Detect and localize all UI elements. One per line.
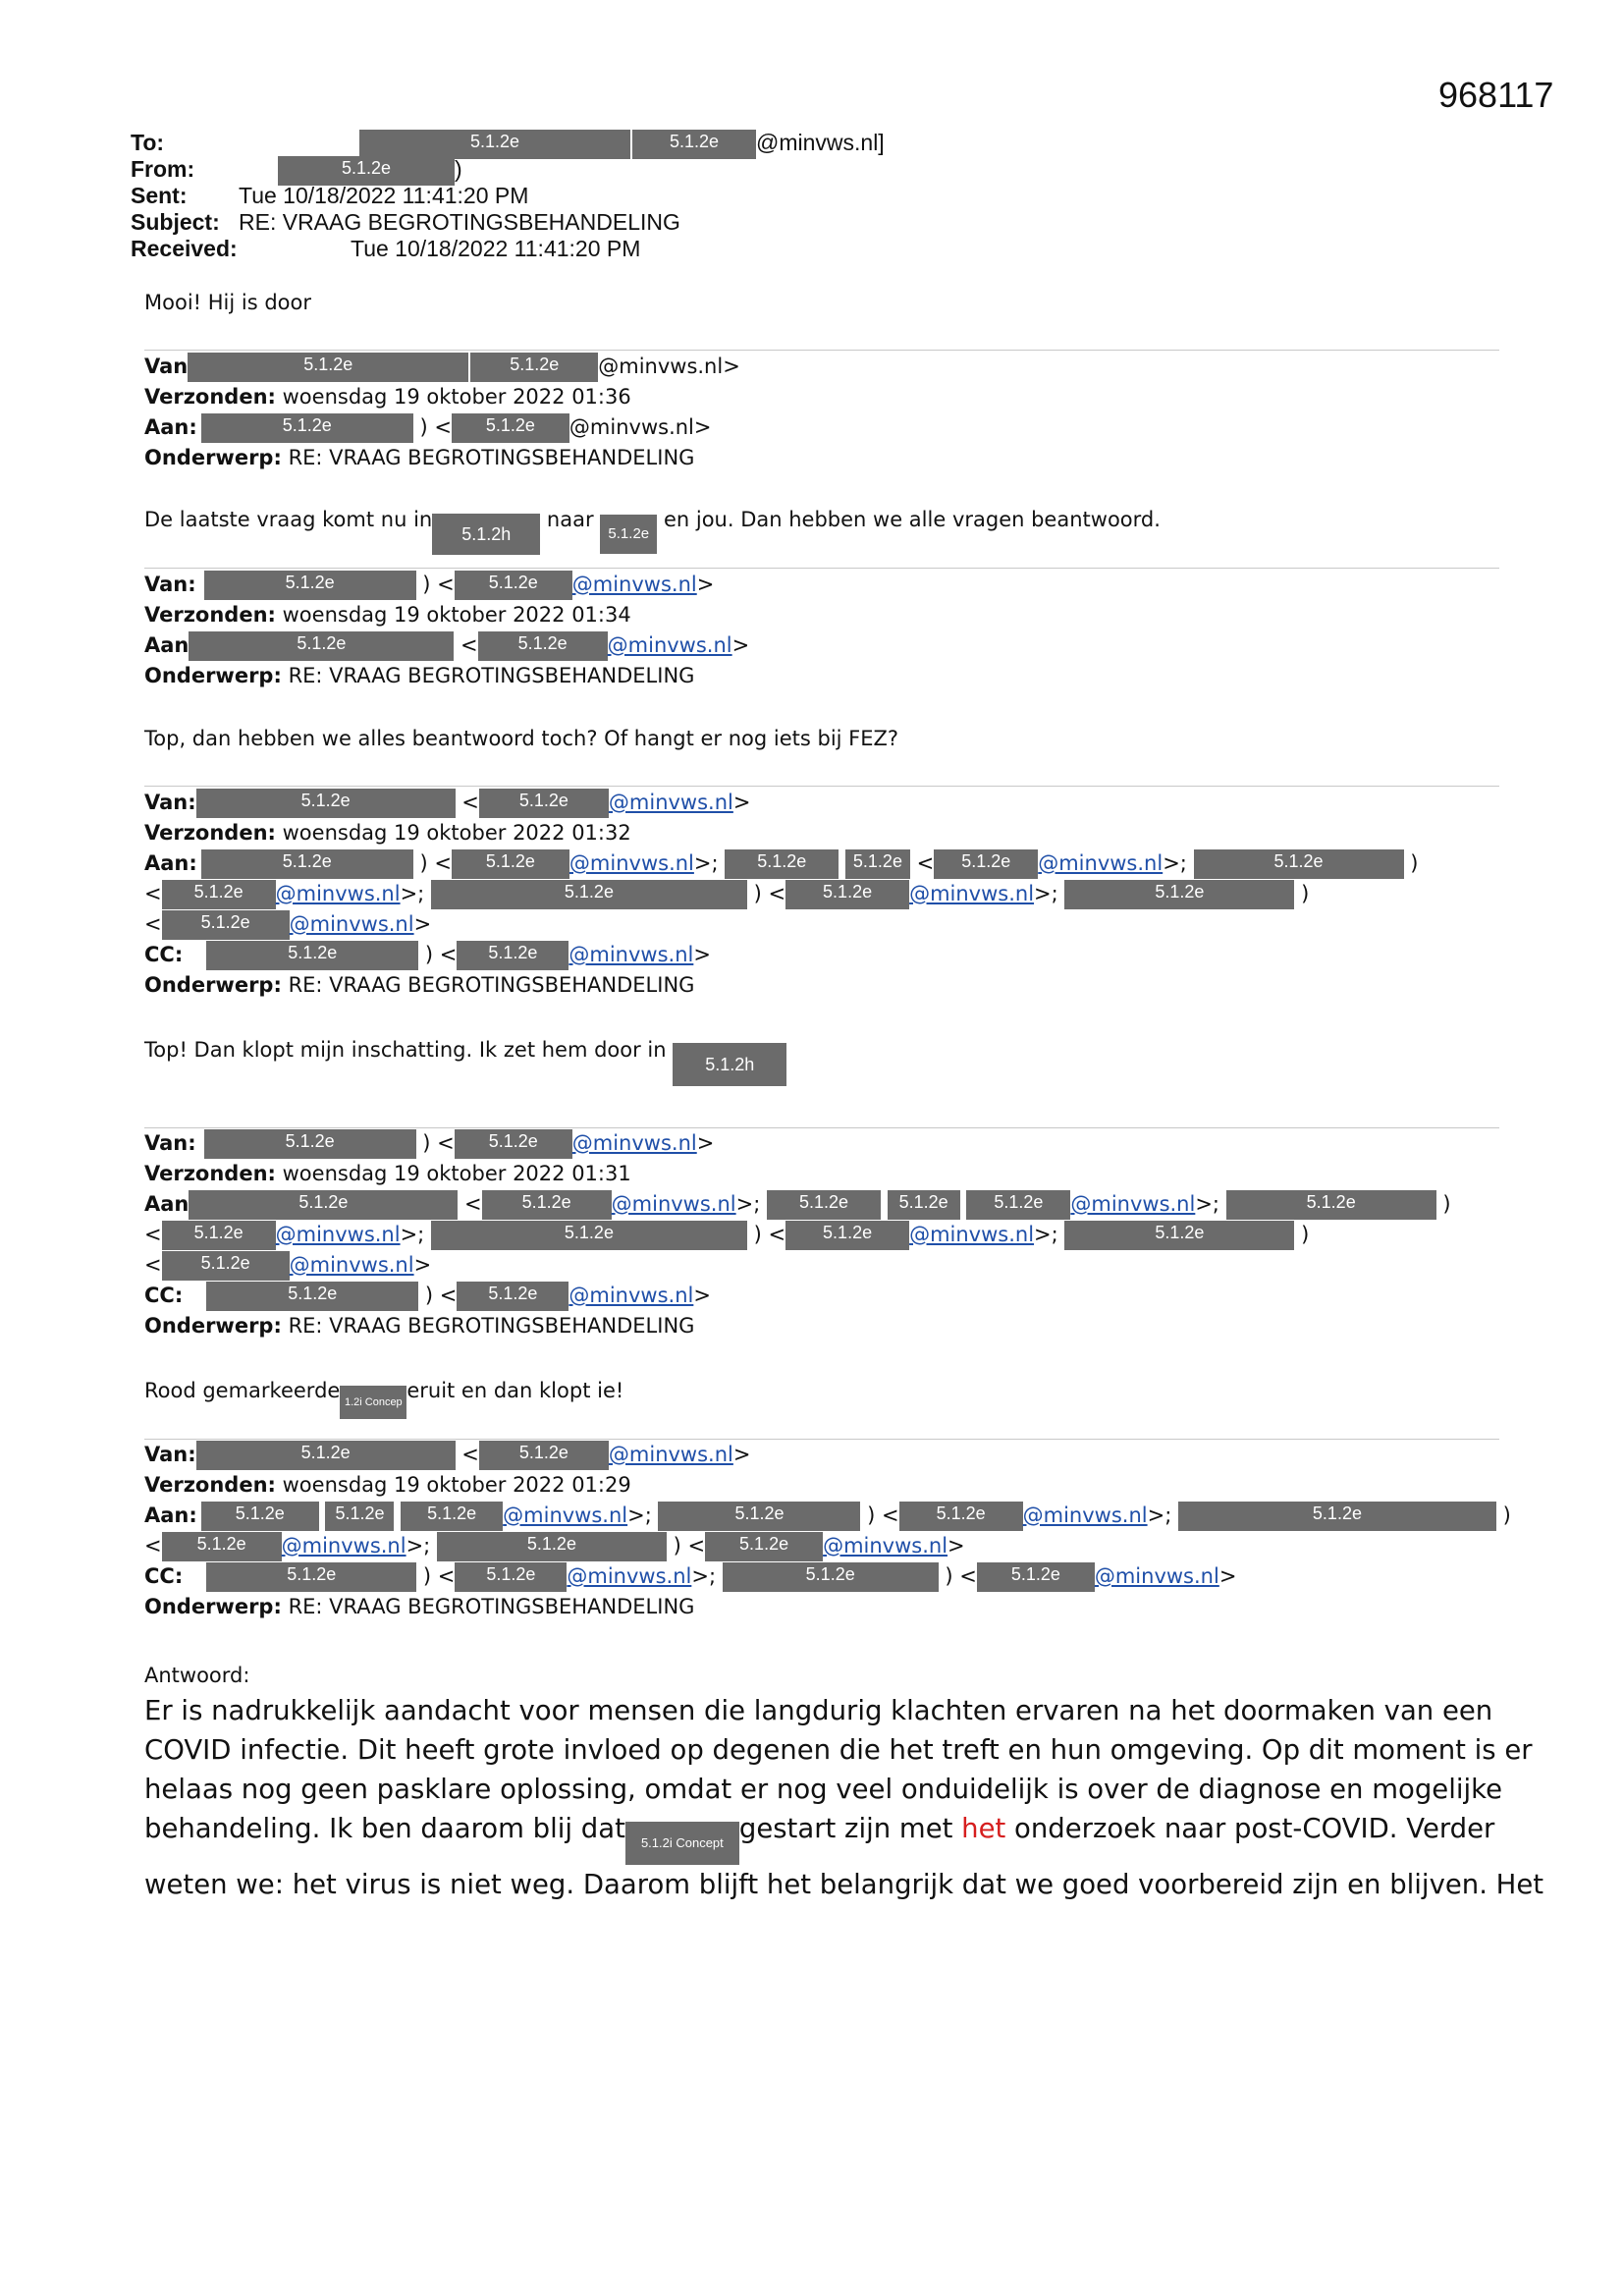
redaction: 5.1.2e [455, 1129, 572, 1159]
onderwerp-label: Onderwerp: [144, 1595, 282, 1618]
answer-line [144, 1809, 1509, 1865]
redaction: 5.1.2e [162, 1532, 282, 1561]
subject-value: RE: VRAAG BEGROTINGSBEHANDELING [288, 1314, 695, 1338]
redaction: 5.1.2e [431, 1221, 747, 1250]
redaction: 5.1.2e [705, 1532, 823, 1561]
message-header: Van 5.1.2e 5.1.2e @minvws.nl> Verzonden: woensdag 19 oktober 2022 01:36 Aan: 5.1.2e ) < 5.1.2e @minvws.nl> Onderwerp: RE: VRAAG BEGROTINGSBEHANDELING [144, 355, 740, 469]
message-body: Top, dan hebben we alles beantwoord toch? Of hangt er nog iets bij FEZ? [144, 727, 899, 750]
sent-date: woensdag 19 oktober 2022 01:29 [282, 1473, 631, 1497]
received-value: Tue 10/18/2022 11:41:20 PM [351, 236, 641, 261]
redaction: 5.1.2e [479, 1441, 609, 1470]
redaction: 5.1.2e [431, 880, 747, 909]
message-body [144, 1038, 786, 1086]
redaction: 5.1.2e [162, 910, 290, 940]
redaction: 5.1.2e [206, 1562, 416, 1592]
verzonden-label: Verzonden: [144, 1162, 276, 1185]
redaction: 5.1.2e [785, 880, 909, 909]
email-link[interactable]: @minvws.nl [289, 912, 414, 936]
email-link[interactable]: @minvws.nl [909, 882, 1035, 905]
van-label: Van: [144, 791, 196, 814]
from-label: From: [131, 156, 195, 183]
aan-label: Aan [144, 633, 189, 657]
redaction: 5.1.2e [278, 156, 455, 186]
email-link[interactable]: @minvws.nl [571, 1131, 697, 1155]
redaction: 5.1.2e [201, 849, 413, 879]
redaction: 5.1.2e [437, 1532, 667, 1561]
onderwerp-label: Onderwerp: [144, 1314, 282, 1338]
redaction: 5.1.2e [725, 849, 839, 879]
cc-label: CC: [144, 1284, 184, 1307]
answer-line: weten we: het virus is niet weg. Daarom blijft het belangrijk dat we goed voorbereid zijn en blijven. Het [144, 1869, 1544, 1900]
email-link[interactable]: @minvws.nl [608, 1443, 733, 1466]
redaction: 5.1.2e [162, 1221, 276, 1250]
redaction: 5.1.2e [632, 130, 756, 159]
redaction: 5.1.2e [189, 631, 454, 661]
separator [144, 786, 1499, 787]
redaction: 5.1.2e [359, 130, 630, 159]
answer-line: helaas nog geen pasklare oplossing, omdat er nog veel onduidelijk is over de diagnose en mogelijke [144, 1774, 1503, 1805]
header-subject [131, 209, 885, 236]
redaction: 5.1.2e [658, 1502, 860, 1531]
redaction: 5.1.2e [201, 1502, 319, 1531]
redaction: 5.1.2e [600, 515, 657, 554]
message-body: Mooi! Hij is door [144, 291, 311, 314]
redaction: 5.1.2e [457, 941, 568, 970]
email-link[interactable]: @minvws.nl [611, 1192, 736, 1216]
email-link[interactable]: @minvws.nl [823, 1534, 948, 1558]
van-label: Van [144, 355, 189, 378]
sent-label: Sent: [131, 183, 188, 208]
email-link[interactable]: @minvws.nl [608, 791, 733, 814]
redaction: 5.1.2e [1178, 1502, 1496, 1531]
aan-label: Aan: [144, 415, 197, 439]
redaction: 5.1.2e [888, 1190, 960, 1220]
subject-value: RE: VRAAG BEGROTINGSBEHANDELING [288, 446, 695, 469]
body-text: Rood gemarkeerde [144, 1379, 341, 1402]
message-body [144, 508, 1161, 555]
header-from [131, 156, 885, 183]
email-link[interactable]: @minvws.nl [281, 1534, 406, 1558]
header-received [131, 236, 885, 262]
highlighted-word: het [961, 1813, 1006, 1844]
message-header: Van: 5.1.2e < 5.1.2e @minvws.nl> Verzonden: woensdag 19 oktober 2022 01:32 Aan: 5.1.2e ) < 5.1.2e @minvws.nl>; 5.1.2e 5.1.2e < 5.1.2e @minvws.nl>; 5.1.2e ) < 5.1.2e @minvws.nl>; 5.1.2e ) < 5.1.2e @minvws.nl>; 5.1.2e ) < 5.1.2e @minvws.nl> CC: 5.1.2e ) < 5.1.2e @minvws.nl> Onderwerp: RE: VRAAG BEGROTINGSBEHANDELING [144, 791, 1419, 997]
redaction: 5.1.2e [977, 1562, 1095, 1592]
answer-text-part: gestart zijn met [738, 1813, 953, 1844]
separator [144, 350, 1499, 351]
redaction: 5.1.2e [189, 1190, 458, 1220]
to-label: To: [131, 130, 165, 156]
verzonden-label: Verzonden: [144, 385, 276, 409]
redaction: 5.1.2e [934, 849, 1038, 879]
redaction: 5.1.2e [845, 849, 910, 879]
redaction: 5.1.2e [162, 880, 276, 909]
van-label: Van: [144, 1443, 196, 1466]
aan-label: Aan: [144, 1503, 197, 1527]
redaction: 5.1.2e [204, 1129, 416, 1159]
onderwerp-label: Onderwerp: [144, 664, 282, 687]
to-domain: @minvws.nl] [756, 130, 885, 156]
subject-value: RE: VRAAG BEGROTINGSBEHANDELING [288, 973, 695, 997]
email-link[interactable]: @minvws.nl [289, 1253, 414, 1277]
redaction: 5.1.2i Concept [625, 1822, 739, 1865]
body-text: eruit en dan klopt ie! [406, 1379, 624, 1402]
redaction: 5.1.2e [723, 1562, 939, 1592]
email-link[interactable]: @minvws.nl [909, 1223, 1035, 1246]
cc-label: CC: [144, 943, 184, 966]
redaction: 5.1.2e [206, 941, 418, 970]
received-label: Received: [131, 236, 238, 261]
email-link[interactable]: @minvws.nl [1094, 1564, 1219, 1588]
redaction: 5.1.2e [1064, 880, 1294, 909]
redaction: 5.1.2e [452, 413, 569, 443]
header-sent [131, 183, 885, 209]
redaction: 5.1.2e [899, 1502, 1023, 1531]
van-label: Van: [144, 573, 196, 596]
redaction: 5.1.2e [325, 1502, 394, 1531]
answer-line: Er is nadrukkelijk aandacht voor mensen die langdurig klachten ervaren na het doormaken van een [144, 1695, 1493, 1726]
document-id: 968117 [1438, 75, 1554, 115]
redaction: 5.1.2e [478, 631, 608, 661]
verzonden-label: Verzonden: [144, 821, 276, 845]
email-link[interactable]: @minvws.nl [275, 882, 401, 905]
van-label: Van: [144, 1131, 196, 1155]
body-text: De laatste vraag komt nu in [144, 508, 433, 531]
cc-label: CC: [144, 1564, 184, 1588]
email-header [131, 130, 885, 262]
redaction: 5.1.2e [455, 1562, 567, 1592]
redaction: 5.1.2e [401, 1502, 503, 1531]
body-text: en jou. Dan hebben we alle vragen beantwoord. [663, 508, 1161, 531]
redaction: 5.1.2e [482, 1190, 612, 1220]
verzonden-label: Verzonden: [144, 603, 276, 627]
email-link[interactable]: @minvws.nl [1038, 851, 1164, 875]
email-link[interactable]: @minvws.nl [503, 1503, 628, 1527]
answer-text-part: behandeling. Ik ben daarom blij dat [144, 1813, 625, 1844]
email-link[interactable]: @minvws.nl [1070, 1192, 1196, 1216]
redaction: 5.1.2e [1226, 1190, 1436, 1220]
redaction: 5.1.2e [470, 353, 598, 382]
sent-date: woensdag 19 oktober 2022 01:36 [282, 385, 631, 409]
answer-text [144, 1691, 1544, 1904]
redaction: 5.1.2e [479, 789, 609, 818]
redaction: 5.1.2e [206, 1282, 418, 1311]
aan-label: Aan [144, 1192, 189, 1216]
email-link[interactable]: @minvws.nl [275, 1223, 401, 1246]
email-link[interactable]: @minvws.nl [568, 851, 694, 875]
redaction: 5.1.2e [1064, 1221, 1294, 1250]
sent-date: woensdag 19 oktober 2022 01:31 [282, 1162, 631, 1185]
email-link[interactable]: @minvws.nl [607, 633, 732, 657]
message-body [144, 1379, 623, 1419]
redaction: 5.1.2e [162, 1251, 290, 1281]
subject-value: RE: VRAAG BEGROTINGSBEHANDELING [239, 209, 680, 235]
email-domain: @minvws.nl> [598, 355, 740, 378]
verzonden-label: Verzonden: [144, 1473, 276, 1497]
email-link[interactable]: @minvws.nl [567, 1564, 692, 1588]
body-text: naar [546, 508, 594, 531]
separator [144, 568, 1499, 569]
email-link[interactable]: @minvws.nl [568, 943, 694, 966]
answer-text-part: onderzoek naar post-COVID. Verder [1014, 1813, 1495, 1844]
redaction: 5.1.2h [673, 1043, 786, 1086]
sent-date: woensdag 19 oktober 2022 01:34 [282, 603, 631, 627]
redaction: 5.1.2e [457, 1282, 568, 1311]
message-header: Van: 5.1.2e < 5.1.2e @minvws.nl> Verzonden: woensdag 19 oktober 2022 01:29 Aan: 5.1.2e 5.1.2e 5.1.2e @minvws.nl>; 5.1.2e ) < 5.1.2e @minvws.nl>; 5.1.2e ) < 5.1.2e @minvws.nl>; 5.1.2e ) < 5.1.2e @minvws.nl> CC: 5.1.2e ) < 5.1.2e @minvws.nl>; 5.1.2e ) < 5.1.2e @minvws.nl> Onderwerp: RE: VRAAG BEGROTINGSBEHANDELING [144, 1443, 1511, 1618]
redaction: 5.1.2e [785, 1221, 909, 1250]
answer-line: COVID infectie. Dit heeft grote invloed op degenen die het treft en hun omgeving. Op dit moment is er [144, 1734, 1533, 1766]
subject-value: RE: VRAAG BEGROTINGSBEHANDELING [288, 664, 695, 687]
redaction: 5.1.2h [432, 514, 540, 555]
redaction: 5.1.2e [188, 353, 468, 382]
onderwerp-label: Onderwerp: [144, 973, 282, 997]
redaction: 5.1.2e [1194, 849, 1404, 879]
email-link[interactable]: @minvws.nl [568, 1284, 694, 1307]
body-text: Top! Dan klopt mijn inschatting. Ik zet hem door in [144, 1038, 667, 1062]
sent-date: woensdag 19 oktober 2022 01:32 [282, 821, 631, 845]
redaction: 5.1.2e [196, 1441, 456, 1470]
onderwerp-label: Onderwerp: [144, 446, 282, 469]
message-header: Van: 5.1.2e ) < 5.1.2e @minvws.nl> Verzonden: woensdag 19 oktober 2022 01:34 Aan 5.1.2e < 5.1.2e @minvws.nl> Onderwerp: RE: VRAAG BEGROTINGSBEHANDELING [144, 573, 750, 687]
redaction: 5.1.2e [455, 571, 572, 600]
email-link[interactable]: @minvws.nl [1022, 1503, 1148, 1527]
message-header: Van: 5.1.2e ) < 5.1.2e @minvws.nl> Verzonden: woensdag 19 oktober 2022 01:31 Aan 5.1.2e < 5.1.2e @minvws.nl>; 5.1.2e 5.1.2e 5.1.2e @minvws.nl>; 5.1.2e ) < 5.1.2e @minvws.nl>; 5.1.2e ) < 5.1.2e @minvws.nl>; 5.1.2e ) < 5.1.2e @minvws.nl> CC: 5.1.2e ) < 5.1.2e @minvws.nl> Onderwerp: RE: VRAAG BEGROTINGSBEHANDELING [144, 1131, 1451, 1338]
subject-value: RE: VRAAG BEGROTINGSBEHANDELING [288, 1595, 695, 1618]
email-link[interactable]: @minvws.nl [571, 573, 697, 596]
sent-value: Tue 10/18/2022 11:41:20 PM [239, 183, 529, 208]
redaction: 5.1.2e [204, 571, 416, 600]
from-tail: ) [455, 156, 462, 183]
redaction: 5.1.2e [966, 1190, 1070, 1220]
redaction: 5.1.2e [767, 1190, 881, 1220]
aan-label: Aan: [144, 851, 197, 875]
redaction: 1.2i Concep [340, 1386, 406, 1419]
redaction: 5.1.2e [196, 789, 456, 818]
redaction: 5.1.2e [201, 413, 413, 443]
email-domain: @minvws.nl> [568, 415, 712, 439]
subject-label: Subject: [131, 209, 220, 235]
redaction: 5.1.2e [452, 849, 569, 879]
header-to [131, 130, 885, 156]
antwoord-label: Antwoord: [144, 1664, 250, 1687]
